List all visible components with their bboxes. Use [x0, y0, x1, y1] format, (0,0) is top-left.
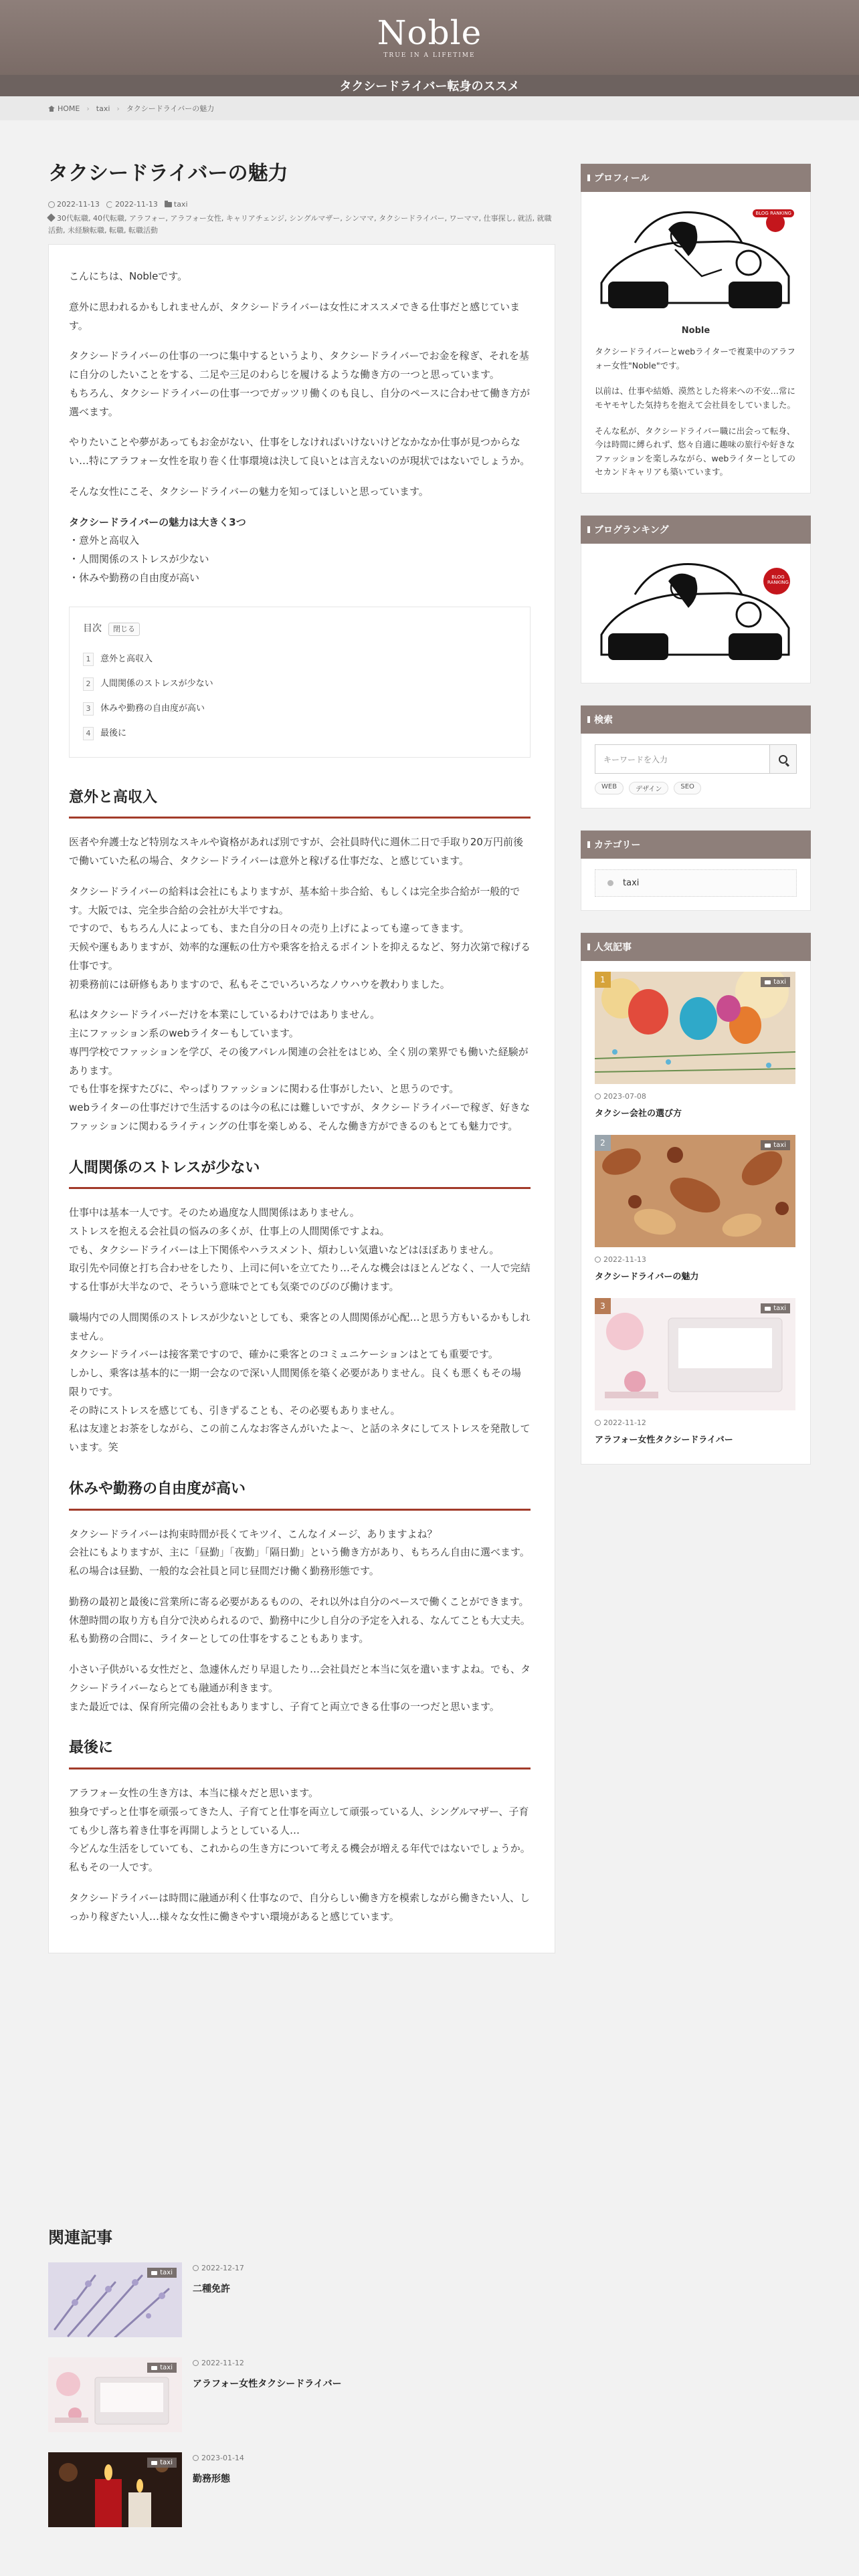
home-icon	[48, 106, 55, 112]
popular-date-text: 2022-11-13	[603, 1255, 646, 1264]
autumn-leaves-image	[595, 1135, 795, 1247]
widget-title: 検索	[581, 706, 811, 734]
popular-date-text: 2022-11-12	[603, 1418, 646, 1427]
breadcrumb-home-label: HOME	[58, 104, 80, 113]
blog-ranking-badge: BLOG RANKING	[767, 574, 789, 586]
paragraph-line: 初乗務前には研修もありますので、私もそこでいろいろなノウハウを教わりました。	[69, 978, 450, 990]
section-heading: 意外と高収入	[69, 784, 531, 819]
thumbnail-category-text: taxi	[773, 978, 786, 986]
profile-paragraph: タクシードライバーとwebライターで複業中のアラフォー女性"Noble"です。	[595, 346, 795, 370]
intro-line: タクシードライバーの仕事の一つに集中するというより、タクシードライバーでお金を稼ぎ、それを基に自分のしたいことをする、二足や三足のわらじを履けるような働き方の一つと思っています。	[69, 350, 529, 381]
thumbnail-category-text: taxi	[160, 2459, 173, 2466]
paragraph-line: 今どんな生活をしていても、これからの生き方について考える機会が増える年代ではないでしょうか。私もその一人です。	[69, 1842, 531, 1874]
intro-paragraph: こんにちは、Nobleです。	[69, 270, 188, 283]
thumbnail-category-badge	[761, 1140, 790, 1150]
section-heading: 最後に	[69, 1735, 531, 1769]
paragraph-line: 天候や運もありますが、効率的な運転の仕方や乗客を拾えるポイントを抑えるなど、努力次第で稼げる仕事です。	[69, 941, 531, 972]
related-date-text: 2022-11-12	[201, 2359, 244, 2367]
paragraph-line: その時にストレスを感じても、引きずることも、その必要もありません。	[69, 1404, 401, 1416]
section-paragraph	[69, 833, 531, 871]
profile-paragraph: 以前は、仕事や結婚、漠然とした将来への不安…常にモヤモヤした気持ちを抱えて会社員をしていました。	[595, 386, 796, 410]
published-date-text: 2022-11-13	[57, 200, 100, 209]
related-date	[193, 2264, 244, 2272]
thumbnail-category-text: taxi	[160, 2269, 173, 2276]
section-heading: 人間関係のストレスが少ない	[69, 1155, 531, 1190]
thumbnail-category-badge	[761, 1303, 790, 1313]
toc-item-text: 人間関係のストレスが少ない	[100, 679, 213, 689]
summary-item: ・人間関係のストレスが少ない	[69, 553, 209, 566]
widget-title: カテゴリー	[581, 831, 811, 859]
related-item-title[interactable]: 二種免許	[193, 2284, 230, 2294]
summary-heading: タクシードライバーの魅力は大きく3つ	[69, 516, 246, 528]
toc-label: 目次	[83, 623, 102, 634]
folder-icon	[765, 980, 771, 984]
paragraph-line: 私も勤務の合間に、ライターとしての仕事をすることもあります。	[69, 1632, 369, 1645]
popular-date	[595, 1418, 797, 1427]
related-thumbnail[interactable]	[48, 2357, 182, 2432]
profile-name: Noble	[681, 326, 710, 336]
paragraph-line: また最近では、保育所完備の会社もありますし、子育てと両立できる仕事の一つだと思います。	[69, 1700, 500, 1713]
paragraph-line: しかし、乗客は基本的に一期一会なので深い人間関係を築く必要がありません。良くも悪くもその場限りです。	[69, 1367, 521, 1398]
section-paragraph	[69, 883, 531, 994]
section-paragraph	[69, 1204, 531, 1297]
related-title: 関連記事	[48, 2228, 112, 2247]
related-item[interactable]	[48, 2262, 555, 2343]
paragraph-line: 職場内での人間関係のストレスが少ないとしても、乗客との人間関係が心配…と思う方もいるかもしれません。	[69, 1311, 531, 1342]
clock-icon	[595, 1257, 601, 1263]
paragraph-line: 小さい子供がいる女性だと、急遽休んだり早退したり…会社員だと本当に気を遣いますよね。でも、タクシードライバーならとても融通が利きます。	[69, 1663, 531, 1694]
folder-icon	[151, 2461, 157, 2465]
related-item-title[interactable]: 勤務形態	[193, 2474, 230, 2484]
section-paragraph	[69, 1525, 531, 1581]
profile-paragraph: そんな私が、タクシードライバー職に出会って転身、今は時間に縛られず、悠々自適に趣味の旅行や好きなファッションを楽しみながら、webライターとしてのセカンドキャリアも築いています。	[595, 425, 795, 477]
breadcrumb-current: タクシードライバーの魅力	[126, 104, 215, 113]
folder-icon	[151, 2271, 157, 2275]
article-meta	[48, 200, 555, 209]
paragraph-line: 私は友達とお茶をしながら、この前こんなお客さんがいたよ～、と話のネタにしてストレスを発散しています。笑	[69, 1422, 531, 1454]
ranking-banner[interactable]	[595, 554, 797, 669]
category-widget	[581, 830, 811, 911]
search-icon	[779, 755, 787, 764]
paragraph-line: ストレスを抱える会社員の悩みの多くが、仕事上の人間関係ですよね。	[69, 1224, 390, 1237]
summary-list	[69, 514, 531, 588]
rank-badge: 3	[595, 1298, 611, 1314]
intro-paragraph	[69, 347, 531, 421]
related-date-text: 2022-12-17	[201, 2264, 244, 2272]
blog-ranking-badge: BLOG RANKING	[753, 209, 794, 217]
section-paragraph	[69, 1889, 531, 1927]
toc-item[interactable]	[83, 647, 516, 672]
published-date	[48, 200, 100, 209]
article-title: タクシードライバーの魅力	[48, 162, 288, 185]
toc-number: 4	[83, 727, 94, 740]
profile-illustration	[595, 203, 797, 318]
tag-icon	[47, 213, 56, 222]
rank-badge: 1	[595, 972, 611, 988]
updated-date	[106, 200, 158, 209]
paragraph-line: 専門学校でファッションを学び、その後アパレル関連の会社をはじめ、全く別の業界でも働いた経験があります。	[69, 1045, 529, 1077]
search-widget	[581, 705, 811, 809]
paragraph-line: ですので、もちろん人によっても、また自分の日々の売り上げによっても違ってきます。	[69, 922, 470, 935]
popular-thumbnail[interactable]	[595, 1135, 795, 1247]
widget-title: ブログランキング	[581, 516, 811, 544]
refresh-icon	[106, 201, 113, 208]
search-form	[595, 744, 797, 774]
updated-date-text: 2022-11-13	[114, 200, 158, 209]
paragraph-line: 休憩時間の取り方も自分で決められるので、勤務中に少し自分の予定を入れる、なんてことも大丈夫。	[69, 1614, 531, 1626]
paragraph-line: 仕事中は基本一人です。そのため過度な人間関係はありません。	[69, 1206, 360, 1219]
toc-toggle-button[interactable]: 閉じる	[108, 623, 140, 636]
sidebar	[581, 163, 811, 1486]
tag-chip[interactable]: デザイン	[629, 782, 668, 794]
related-date-text: 2023-01-14	[201, 2454, 244, 2462]
related-info	[193, 2357, 342, 2438]
popular-thumbnail[interactable]	[595, 1298, 795, 1410]
profile-description	[595, 345, 797, 479]
woman-in-car-illustration	[595, 554, 797, 669]
related-thumbnail[interactable]	[48, 2452, 182, 2527]
popular-item[interactable]	[595, 1298, 797, 1445]
lanterns-image	[595, 972, 795, 1084]
toc-item[interactable]	[83, 722, 516, 746]
ranking-widget	[581, 515, 811, 683]
category-item[interactable]	[595, 869, 797, 897]
section-paragraph	[69, 1006, 531, 1136]
paragraph-line: 私はタクシードライバーだけを本業にしているわけではありません。	[69, 1008, 381, 1021]
popular-date-text: 2023-07-08	[603, 1092, 646, 1101]
paragraph-line: 取引先や同僚と打ち合わせをしたり、上司に何いを立てたり…そんな機会はほとんどなく、一人で完結する仕事が大半なので、そういう意味でとても気楽でのびのび働けます。	[69, 1262, 531, 1293]
section-paragraph	[69, 1593, 531, 1648]
paragraph-line: 私の場合は昼勤、一般的な会社員と同じ昼間だけ働く勤務形態です。	[69, 1565, 379, 1578]
article-sections	[69, 784, 531, 1927]
popular-item[interactable]	[595, 1135, 797, 1282]
thumbnail-category-text: taxi	[160, 2364, 173, 2371]
popular-title[interactable]: タクシードライバーの魅力	[595, 1272, 699, 1282]
woman-in-car-illustration	[595, 203, 797, 318]
article-body	[48, 244, 555, 1953]
profile-widget	[581, 163, 811, 494]
toc-header	[83, 621, 516, 638]
related-item-title[interactable]: アラフォー女性タクシードライバー	[193, 2379, 342, 2389]
toc-number: 2	[83, 677, 94, 691]
search-button[interactable]	[770, 744, 797, 774]
thumbnail-category-text: taxi	[773, 1305, 786, 1312]
related-item[interactable]	[48, 2452, 555, 2533]
folder-icon	[165, 202, 172, 207]
popular-date	[595, 1092, 797, 1101]
search-input[interactable]: キーワードを入力	[595, 744, 770, 774]
article-category-text: taxi	[173, 200, 188, 209]
paragraph-line: 独身でずっと仕事を頑張ってきた人、子育てと仕事を両立して頑張っている人、シングルマザー、子育ても少し落ち着き仕事を再開しようとしている人…	[69, 1805, 529, 1836]
paragraph-line: アラフォー女性の生き方は、本当に様々だと思います。	[69, 1787, 319, 1800]
toc-item[interactable]	[83, 672, 516, 697]
toc-item-text: 最後に	[100, 728, 127, 739]
desk-laptop-image	[595, 1298, 795, 1410]
intro-paragraph: 意外に思われるかもしれませんが、タクシードライバーは女性にオススメできる仕事だと感じています。	[69, 300, 520, 332]
thumbnail-category-badge	[147, 2458, 177, 2468]
search-tag-chips	[595, 782, 797, 794]
intro-paragraph: そんな女性にこそ、タクシードライバーの魅力を知ってほしいと思っています。	[69, 485, 429, 498]
clock-icon	[193, 2360, 199, 2366]
paragraph-line: タクシードライバーは接客業ですので、確かに乗客とのコミュニケーションはとても重要です。	[69, 1348, 498, 1361]
breadcrumb	[0, 96, 859, 120]
folder-icon	[765, 1307, 771, 1311]
paragraph-line: タクシードライバーの給料は会社にもよりますが、基本給＋歩合給、もしくは完全歩合給が一般的です。大阪では、完全歩合給の会社が大半ですね。	[69, 885, 520, 916]
related-posts	[48, 2224, 555, 2547]
toc-item[interactable]	[83, 697, 516, 722]
main-content	[48, 160, 555, 1953]
breadcrumb-separator: ›	[86, 104, 90, 113]
paragraph-line: webライターの仕事だけで生活するのは今の私には難しいですが、タクシードライバーで稼ぎ、好きなファッションに関わるライティングの仕事を楽しめる、そんな働き方ができるのもとても魅力です。	[69, 1101, 531, 1132]
clock-icon	[48, 201, 55, 208]
paragraph-line: 会社にもよりますが、主に「昼勤」「夜勤」「隔日勤」という働き方があり、もちろん自由に選べます。	[69, 1546, 530, 1559]
site-header	[0, 0, 859, 75]
site-logo[interactable]: Noble	[377, 13, 482, 52]
tag-chip[interactable]: WEB	[595, 782, 624, 794]
popular-item[interactable]	[595, 972, 797, 1119]
clock-icon	[193, 2265, 199, 2271]
related-date	[193, 2454, 244, 2462]
folder-icon	[151, 2366, 157, 2370]
related-info	[193, 2262, 244, 2343]
section-paragraph	[69, 1309, 531, 1457]
section-paragraph	[69, 1660, 531, 1716]
popular-title[interactable]: アラフォー女性タクシードライバー	[595, 1435, 733, 1445]
popular-date	[595, 1255, 797, 1264]
related-date	[193, 2359, 342, 2367]
toc-number: 3	[83, 702, 94, 716]
thumbnail-category-text: taxi	[773, 1142, 786, 1149]
popular-title[interactable]: タクシー会社の選び方	[595, 1109, 682, 1119]
intro-paragraph: やりたいことや夢があってもお金がない、仕事をしなければいけないけどなかなか仕事が見つからない…特にアラフォー女性を取り巻く仕事環境は決して良いとは言えないのが現状ではないでしょうか。	[69, 436, 531, 467]
summary-item: ・休みや勤務の自由度が高い	[69, 571, 200, 584]
article-tags-text: 30代転職, 40代転職, アラフォー, アラフォー女性, キャリアチェンジ, シングルマザー, シンママ, タクシードライバー, ワーママ, 仕事探し, 就活, 就職活動, 未経験転職, 転職, 転職活動	[48, 214, 552, 235]
intro-line: もちろん、タクシードライバーの仕事一つでガッツリ働くのも良し、自分のペースに合わせて働き方が選べます。	[69, 387, 531, 418]
table-of-contents	[69, 607, 531, 758]
category-item-label: taxi	[623, 878, 640, 888]
site-tagline: タクシードライバー転身のススメ	[0, 75, 859, 96]
site-logo-subtitle: TRUE IN A LIFETIME	[383, 52, 476, 59]
article-category[interactable]	[165, 200, 188, 209]
clock-icon	[595, 1420, 601, 1426]
breadcrumb-home[interactable]	[48, 104, 80, 113]
section-paragraph	[69, 1784, 531, 1877]
bullet-icon	[607, 880, 613, 886]
widget-title: 人気記事	[581, 933, 811, 961]
summary-item: ・意外と高収入	[69, 534, 140, 547]
clock-icon	[193, 2455, 199, 2461]
paragraph-line: タクシードライバーは時間に融通が利く仕事なので、自分らしい働き方を模索しながら働きたい人、しっかり稼ぎたい人…様々な女性に働きやすい環境があると感じています。	[69, 1891, 530, 1923]
paragraph-line: でも仕事を探すたびに、やっぱりファッションに関わる仕事がしたい、と思うのです。	[69, 1083, 460, 1095]
paragraph-line: 医者や弁護士など特別なスキルや資格があれば別ですが、会社員時代に週休二日で手取り20万円前後で働いていた私の場合、タクシードライバーは意外と稼げる仕事だな、と感じています。	[69, 836, 523, 867]
related-thumbnail[interactable]	[48, 2262, 182, 2337]
thumbnail-category-badge	[147, 2363, 177, 2373]
breadcrumb-category[interactable]: taxi	[96, 104, 110, 113]
thumbnail-category-badge	[761, 977, 790, 987]
popular-thumbnail[interactable]	[595, 972, 795, 1084]
toc-item-text: 意外と高収入	[100, 654, 153, 665]
paragraph-line: 勤務の最初と最後に営業所に寄る必要があるものの、それ以外は自分のペースで働くことができます。	[69, 1595, 529, 1608]
thumbnail-category-badge	[147, 2268, 177, 2278]
clock-icon	[595, 1093, 601, 1099]
popular-posts-widget	[581, 932, 811, 1465]
paragraph-line: タクシードライバーは拘束時間が長くてキツイ、こんなイメージ、ありますよね？	[69, 1527, 438, 1540]
breadcrumb-separator: ›	[116, 104, 120, 113]
paragraph-line: でも、タクシードライバーは上下関係やハラスメント、煩わしい気遣いなどはほぼありません。	[69, 1243, 500, 1256]
article-tags[interactable]	[48, 213, 555, 236]
toc-number: 1	[83, 653, 94, 666]
related-item[interactable]	[48, 2357, 555, 2438]
folder-icon	[765, 1144, 771, 1148]
widget-title: プロフィール	[581, 164, 811, 192]
toc-item-text: 休みや勤務の自由度が高い	[100, 704, 205, 714]
rank-badge: 2	[595, 1135, 611, 1151]
paragraph-line: 主にファッション系のwebライターもしています。	[69, 1027, 299, 1040]
section-heading: 休みや勤務の自由度が高い	[69, 1476, 531, 1511]
tag-chip[interactable]: SEO	[674, 782, 701, 794]
related-info	[193, 2452, 244, 2533]
